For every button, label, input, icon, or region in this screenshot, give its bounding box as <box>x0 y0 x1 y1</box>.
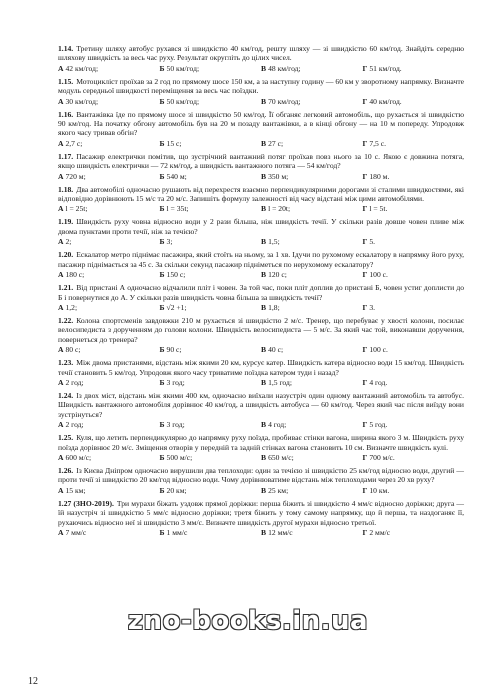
answer-options <box>58 97 464 106</box>
watermark: zno-books.in.ua <box>127 606 369 636</box>
answer-value: √2 +1; <box>166 302 187 312</box>
answer-option <box>160 139 262 148</box>
answer-options <box>58 528 464 537</box>
problem-text: Від пристані А одночасно відчалили пліт і човен. За той час, поки пліт доплив до пристані Б, човен устиг доплисти до Б і повернутися до А. У скільки разів швидкість човна більша за швидкість течії? <box>58 283 464 302</box>
answer-option <box>160 378 262 387</box>
answer-letter: Б <box>159 528 165 537</box>
problem-number: 1.23. <box>58 358 74 368</box>
answer-options <box>58 64 464 73</box>
answer-value: l = 25t; <box>65 204 88 214</box>
answer-option <box>261 172 363 181</box>
answer-letter: В <box>261 420 267 430</box>
answer-letter: Б <box>159 96 165 106</box>
answer-value: 180 м. <box>369 171 390 181</box>
answer-options <box>58 345 464 354</box>
answer-letter: В <box>261 452 267 462</box>
answer-option <box>261 378 363 387</box>
answer-letter: Г <box>362 63 368 73</box>
answer-option <box>363 237 465 246</box>
problem-number: 1.15. <box>58 76 74 86</box>
answer-option <box>160 204 262 213</box>
answer-options <box>58 172 464 181</box>
answer-option <box>261 453 363 462</box>
answer-option <box>261 97 363 106</box>
problem <box>58 499 464 538</box>
answer-letter: В <box>261 302 267 312</box>
answer-option <box>58 486 160 495</box>
problem-text: Із двох міст, відстань між якими 400 км, одночасно виїхали назустріч один одному вантажний автомобіль та автобус. Швидкість вантажного автомобіля дорівнює 40 км/год, а швидкість автобуса — 60 км/год. Через який час після виїзду вони зустрінуться? <box>58 390 464 419</box>
answer-option <box>363 420 465 429</box>
answer-value: 15 с; <box>166 138 182 148</box>
answer-value: 3 год; <box>166 420 185 430</box>
answer-letter: А <box>58 270 64 280</box>
problem <box>58 433 464 462</box>
answer-option <box>58 139 160 148</box>
answer-value: 2; <box>65 237 72 247</box>
answer-options <box>58 270 464 279</box>
answer-letter: Г <box>362 138 368 148</box>
answer-letter: Г <box>362 345 368 355</box>
answer-value: 540 м; <box>166 171 187 181</box>
answer-letter: Г <box>362 171 368 181</box>
problem-text: Вантажівка їде по прямому шосе зі швидкістю 50 км/год. Її обганяє легковий автомобіль, що рухається зі швидкістю 90 км/год. На початку обгону автомобіль був на 20 м позаду вантажівки, а в кінці обгону — на 10 м попереду. Упродовж якого часу тривав обгін? <box>58 109 464 138</box>
answer-letter: Б <box>159 204 165 214</box>
answer-value: 12 мм/с <box>268 528 293 537</box>
answer-option <box>58 528 160 537</box>
answer-value: 20 км; <box>166 485 187 495</box>
answer-letter: А <box>58 63 64 73</box>
problem <box>58 44 464 73</box>
answer-value: 720 м; <box>65 171 86 181</box>
answer-letter: Б <box>159 171 165 181</box>
answer-option <box>363 486 465 495</box>
answer-letter: Б <box>159 63 165 73</box>
problem-text: Третину шляху автобус рухався зі швидкістю 40 км/год, решту шляху — зі швидкістю 60 км/год. Знайдіть середню шляхову швидкість за весь час руху. Результат округліть до цілих чисел. <box>58 44 464 63</box>
answer-letter: Г <box>362 528 368 537</box>
problem-text: Мотоцикліст проїхав за 2 год по прямому шосе 150 км, а за наступну годину — 60 км у зворотному напрямку. Визначте модуль середньої швидкості переміщення за весь час поїздки. <box>58 76 465 96</box>
answer-letter: А <box>58 485 64 495</box>
answer-letter: А <box>58 452 64 462</box>
answer-letter: Б <box>159 485 165 495</box>
answer-option <box>363 303 465 312</box>
answer-letter: Б <box>159 302 165 312</box>
page-number: 12 <box>28 676 38 687</box>
answer-value: 1,8; <box>268 302 280 312</box>
answer-letter: А <box>58 171 64 181</box>
answer-value: 600 м/с; <box>65 452 92 462</box>
problem-number: 1.22. <box>58 315 74 325</box>
answer-value: 1 мм/с <box>166 528 188 537</box>
problem-text: Між двома пристанями, відстань між якими 20 км, курсує катер. Швидкість катера відносно води 15 км/год. Швидкість течії становить 5 км/год. Упродовж якого часу триватиме поїздка катером туди і назад? <box>58 358 464 377</box>
problem-number: 1.20. <box>58 250 74 260</box>
answer-letter: А <box>58 528 64 537</box>
answer-option <box>58 345 160 354</box>
answer-value: 25 км; <box>268 485 289 495</box>
answer-letter: А <box>58 237 64 247</box>
answer-value: 4 год. <box>369 377 388 387</box>
answer-value: 100 с. <box>369 270 388 280</box>
answer-option <box>160 270 262 279</box>
answer-option <box>261 345 363 354</box>
answer-option <box>58 237 160 246</box>
answer-value: 48 км/год; <box>268 63 301 73</box>
answer-value: 7 мм/с <box>65 528 87 537</box>
answer-value: 2 год; <box>65 420 84 430</box>
answer-option <box>363 378 465 387</box>
answer-value: 70 км/год; <box>268 96 301 106</box>
answer-letter: А <box>58 96 64 106</box>
answer-option <box>160 453 262 462</box>
problem-number: 1.25. <box>58 433 74 443</box>
problem <box>58 250 464 279</box>
answer-options <box>58 204 464 213</box>
answer-value: 150 с; <box>166 270 186 280</box>
answer-option <box>261 420 363 429</box>
problem <box>58 283 464 312</box>
answer-option <box>261 204 363 213</box>
answer-letter: Б <box>159 420 165 430</box>
problem <box>58 110 464 149</box>
answer-option <box>160 420 262 429</box>
answer-letter: Б <box>159 237 165 247</box>
answer-value: 15 км; <box>65 485 86 495</box>
answer-letter: В <box>261 138 267 148</box>
answer-option <box>363 345 465 354</box>
answer-letter: В <box>261 96 267 106</box>
answer-option <box>160 528 262 537</box>
problem-text: Пасажир електрички помітив, що зустрічний вантажний потяг проїхав повз нього за 10 с. Якою є довжина потяга, якщо швидкість електрички — 72 км/год, а швидкість вантажного потяга — 54 км/год? <box>58 151 464 171</box>
answer-value: 2 год; <box>65 377 84 387</box>
answer-value: l = 35t; <box>166 204 189 214</box>
answer-letter: А <box>58 377 64 387</box>
answer-value: l = 5t. <box>369 204 388 214</box>
answer-value: 1,5; <box>268 237 280 247</box>
answer-letter: А <box>58 345 64 355</box>
answer-value: 40 км/год. <box>369 96 402 106</box>
answer-value: 42 км/год; <box>65 63 99 73</box>
problem-number: 1.17. <box>58 151 74 161</box>
answer-option <box>261 270 363 279</box>
answer-options <box>58 486 464 495</box>
problem-text: Куля, що летить перпендикулярно до напрямку руху поїзда, пробиває стінки вагона, ширина якого 3 м. Швидкість руху поїзда дорівнює 20 м/с. Зміщення отворів у передній та задній стінках вагона становить 10 см. Визначте швидкість кулі. <box>58 433 464 452</box>
answer-value: 100 с. <box>369 345 388 355</box>
answer-letter: В <box>261 377 267 387</box>
answer-letter: Б <box>159 345 165 355</box>
answer-letter: Г <box>362 204 368 214</box>
answer-letter: В <box>261 171 267 181</box>
answer-options <box>58 420 464 429</box>
answer-value: 5 год. <box>369 420 388 430</box>
answer-letter: Г <box>362 485 368 495</box>
answer-value: 650 м/с; <box>268 452 294 462</box>
answer-letter: Б <box>159 452 165 462</box>
answer-value: 350 м; <box>268 171 289 181</box>
answer-letter: Г <box>362 96 368 106</box>
answer-option <box>58 64 160 73</box>
answer-option <box>363 204 465 213</box>
problem <box>58 77 464 106</box>
answer-option <box>363 64 465 73</box>
answer-option <box>58 97 160 106</box>
answer-option <box>160 97 262 106</box>
answer-letter: Б <box>159 270 165 280</box>
answer-letter: А <box>58 420 64 430</box>
answer-options <box>58 139 464 148</box>
answer-letter: В <box>261 485 267 495</box>
answer-letter: А <box>58 204 64 214</box>
answer-value: 180 с; <box>65 270 85 280</box>
answer-option <box>58 378 160 387</box>
answer-letter: А <box>58 138 64 148</box>
answer-option <box>160 486 262 495</box>
answer-value: 1,2; <box>65 302 78 312</box>
answer-letter: Г <box>362 377 368 387</box>
answer-value: 50 км/год; <box>166 63 200 73</box>
answer-value: 80 с; <box>65 345 81 355</box>
problem-number: 1.19. <box>58 217 74 227</box>
answer-options <box>58 378 464 387</box>
problem <box>58 358 464 387</box>
answer-letter: Б <box>159 377 165 387</box>
problem-number: 1.27 (ЗНО-2019). <box>58 498 114 508</box>
answer-options <box>58 453 464 462</box>
answer-option <box>261 237 363 246</box>
problem-number: 1.24. <box>58 390 74 400</box>
answer-option <box>58 172 160 181</box>
problem-text: Два автомобілі одночасно рушають від перехрестя взаємно перпендикулярними дорогами зі сталими швидкостями, які відповідно дорівнюють 15 м/с та 20 м/с. Запишіть формулу залежності від часу відстані між цими автомобілями. <box>58 184 464 204</box>
answer-value: 2,7 с; <box>65 138 83 148</box>
answer-option <box>363 270 465 279</box>
problem-text: Із Києва Дніпром одночасно вирушили два теплоходи: один за течією зі швидкістю 25 км/год відносно води, другий — проти течії зі швидкістю 20 км/год відносно води. Чому дорівнюватиме відстань між теплоходами через 20 хв руху? <box>58 465 464 485</box>
answer-option <box>58 303 160 312</box>
problem-number: 1.14. <box>58 44 74 53</box>
answer-letter: Г <box>362 270 368 280</box>
problem <box>58 391 464 430</box>
answer-value: 5. <box>369 237 376 247</box>
answer-letter: В <box>261 270 267 280</box>
answer-value: 30 км/год; <box>65 96 99 106</box>
answer-letter: В <box>261 63 267 73</box>
answer-option <box>363 453 465 462</box>
answer-option <box>58 204 160 213</box>
answer-value: 90 с; <box>166 345 182 355</box>
answer-option <box>261 303 363 312</box>
answer-letter: Г <box>362 302 368 312</box>
answer-letter: В <box>261 204 267 214</box>
answer-value: 2 мм/с <box>369 528 391 537</box>
problem-number: 1.18. <box>58 184 74 194</box>
answer-option <box>58 270 160 279</box>
answer-letter: Г <box>362 237 368 247</box>
answer-option <box>363 139 465 148</box>
answer-letter: Б <box>159 138 165 148</box>
answer-letter: Г <box>362 452 368 462</box>
problem-text: Колона спортсменів завдовжки 210 м рухається зі швидкістю 2 м/с. Тренер, що перебуває у хвості колони, посилає велосипедиста з дорученням до голови колони. Швидкість велосипедиста — 5 м/с. За який час той, виконавши доручення, повернеться до тренера? <box>58 315 464 344</box>
answer-value: 3; <box>166 237 173 247</box>
problem <box>58 316 464 355</box>
answer-option <box>261 139 363 148</box>
problem-number: 1.26. <box>58 465 74 475</box>
problems-list <box>58 44 464 541</box>
answer-option <box>363 97 465 106</box>
answer-letter: А <box>58 302 64 312</box>
answer-option <box>363 172 465 181</box>
answer-option <box>160 64 262 73</box>
answer-value: 3 год; <box>166 377 185 387</box>
answer-option <box>160 237 262 246</box>
answer-option <box>160 345 262 354</box>
answer-option <box>58 453 160 462</box>
problem-text: Ескалатор метро піднімає пасажира, який стоїть на ньому, за 1 хв. Ідучи по рухомому ескалатору в напрямку його руху, пасажир піднімається за 45 с. За скільки секунд пасажир підніметься по нерухомому ескалатору? <box>58 250 464 269</box>
answer-options <box>58 237 464 246</box>
answer-value: 51 км/год. <box>369 63 402 73</box>
answer-value: l = 20t; <box>268 204 291 214</box>
answer-letter: В <box>261 345 267 355</box>
problem <box>58 217 464 246</box>
problem-number: 1.21. <box>58 283 74 293</box>
answer-option <box>58 420 160 429</box>
answer-option <box>261 64 363 73</box>
answer-option <box>160 172 262 181</box>
answer-value: 120 с; <box>268 270 287 280</box>
answer-value: 3. <box>369 302 376 312</box>
answer-value: 7,5 с. <box>369 138 387 148</box>
problem <box>58 466 464 495</box>
answer-value: 50 км/год; <box>166 96 200 106</box>
answer-letter: В <box>261 237 267 247</box>
answer-option <box>261 528 363 537</box>
answer-options <box>58 303 464 312</box>
answer-letter: В <box>261 528 267 537</box>
answer-value: 27 с; <box>268 138 284 148</box>
problem-text: Швидкість руху човна відносно води у 2 рази більша, ніж швидкість течії. У скільки разів довше човен пливе між двома пунктами проти течії, ніж за течією? <box>58 217 464 236</box>
problem <box>58 152 464 181</box>
problem-number: 1.16. <box>58 109 74 119</box>
answer-value: 700 м/с. <box>369 452 395 462</box>
problem <box>58 185 464 214</box>
answer-value: 1,5 год; <box>268 377 292 387</box>
answer-value: 4 год; <box>268 420 287 430</box>
answer-value: 40 с; <box>268 345 284 355</box>
answer-option <box>363 528 465 537</box>
answer-value: 500 м/с; <box>166 452 193 462</box>
answer-letter: Г <box>362 420 368 430</box>
answer-option <box>261 486 363 495</box>
answer-option <box>160 303 262 312</box>
answer-value: 10 км. <box>369 485 390 495</box>
problem-text: Три мурахи біжать уздовж прямої доріжки: перша біжить зі швидкістю 4 мм/с відносно доріжки; друга — їй назустріч зі швидкістю 5 мм/с відносно доріжки; третя біжить у тому самому напрямку, що й перша, та наздоганяє її, рухаючись відносно неї зі швидкістю 3 мм/с. Визначте швидкість другої мурахи відносно третьої. <box>58 498 465 527</box>
